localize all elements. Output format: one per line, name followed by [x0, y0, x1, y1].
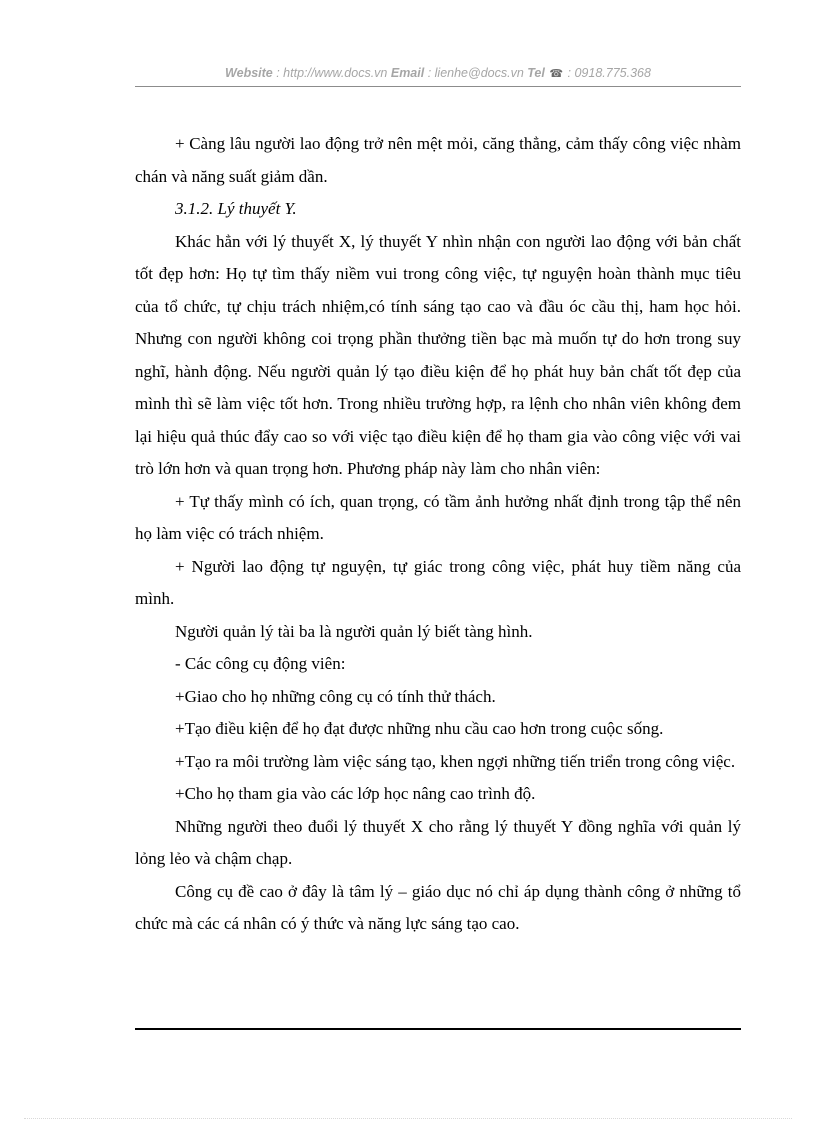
- phone-icon: ☎: [549, 68, 564, 80]
- footer-rule: [135, 1028, 741, 1030]
- paragraph-bullet: +Giao cho họ những công cụ có tính thử thách.: [175, 686, 496, 706]
- paragraph-body: Những người theo đuổi lý thuyết X cho rằng lý thuyết Y đồng nghĩa với quản lý lỏng lẻo và chậm chạp.: [135, 816, 741, 868]
- page-header: [135, 66, 741, 86]
- paragraph-body: Khác hẳn với lý thuyết X, lý thuyết Y nhìn nhận con người lao động với bản chất tốt đẹp hơn: Họ tự tìm thấy niềm vui trong công việc, tự nguyện hoàn thành mục tiêu của tổ chức, tự chịu trách nhiệm,có tính sáng tạo cao và đầu óc cầu thị, ham học hỏi. Nhưng con người không coi trọng phần thưởng tiền bạc mà muốn tự do hơn trong suy nghĩ, hành động. Nếu người quản lý tạo điều kiện để họ phát huy bản chất tốt đẹp của mình thì sẽ làm việc tốt hơn. Trong nhiều trường hợp, ra lệnh cho nhân viên không đem lại hiệu quả thúc đẩy cao so với việc tạo điều kiện để họ tham gia vào công việc với vai trò lớn hơn và quan trọng hơn. Phương pháp này làm cho nhân viên:: [135, 231, 741, 478]
- section-heading: 3.1.2. Lý thuyết Y.: [175, 199, 297, 218]
- tel-number: : 0918.775.368: [564, 66, 651, 80]
- paragraph-bullet: + Càng lâu người lao động trở nên mệt mỏi, căng thẳng, cảm thấy công việc nhàm chán và năng suất giảm dần.: [135, 134, 741, 186]
- paragraph-bullet: + Tự thấy mình có ích, quan trọng, có tầm ảnh hưởng nhất định trong tập thể nên họ làm việc có trách nhiệm.: [135, 491, 741, 543]
- paragraph-bullet: +Cho họ tham gia vào các lớp học nâng cao trình độ.: [175, 784, 536, 803]
- header-rule: [135, 86, 741, 87]
- paragraph-subheading: - Các công cụ động viên:: [175, 654, 346, 673]
- email-label: Email: [390, 66, 425, 80]
- paragraph-bullet: +Tạo ra môi trường làm việc sáng tạo, khen ngợi những tiến triển trong công việc.: [175, 751, 736, 771]
- paragraph-body: Công cụ đề cao ở đây là tâm lý – giáo dục nó chỉ áp dụng thành công ở những tổ chức mà các cá nhân có ý thức và năng lực sáng tạo cao.: [135, 881, 741, 933]
- paragraph-bullet: +Tạo điều kiện để họ đạt được những nhu cầu cao hơn trong cuộc sống.: [175, 719, 664, 738]
- paragraph-bullet: + Người lao động tự nguyện, tự giác trong công việc, phát huy tiềm năng của mình.: [135, 556, 741, 608]
- tel-label: Tel: [527, 66, 545, 80]
- website-label: Website: [225, 66, 273, 80]
- email-address: : lienhe@docs.vn: [424, 66, 528, 80]
- paragraph-body: Người quản lý tài ba là người quản lý biết tàng hình.: [175, 621, 533, 641]
- page-bottom-border: [24, 1118, 792, 1119]
- document-body: [135, 128, 741, 941]
- website-url: : http://www.docs.vn: [272, 66, 391, 80]
